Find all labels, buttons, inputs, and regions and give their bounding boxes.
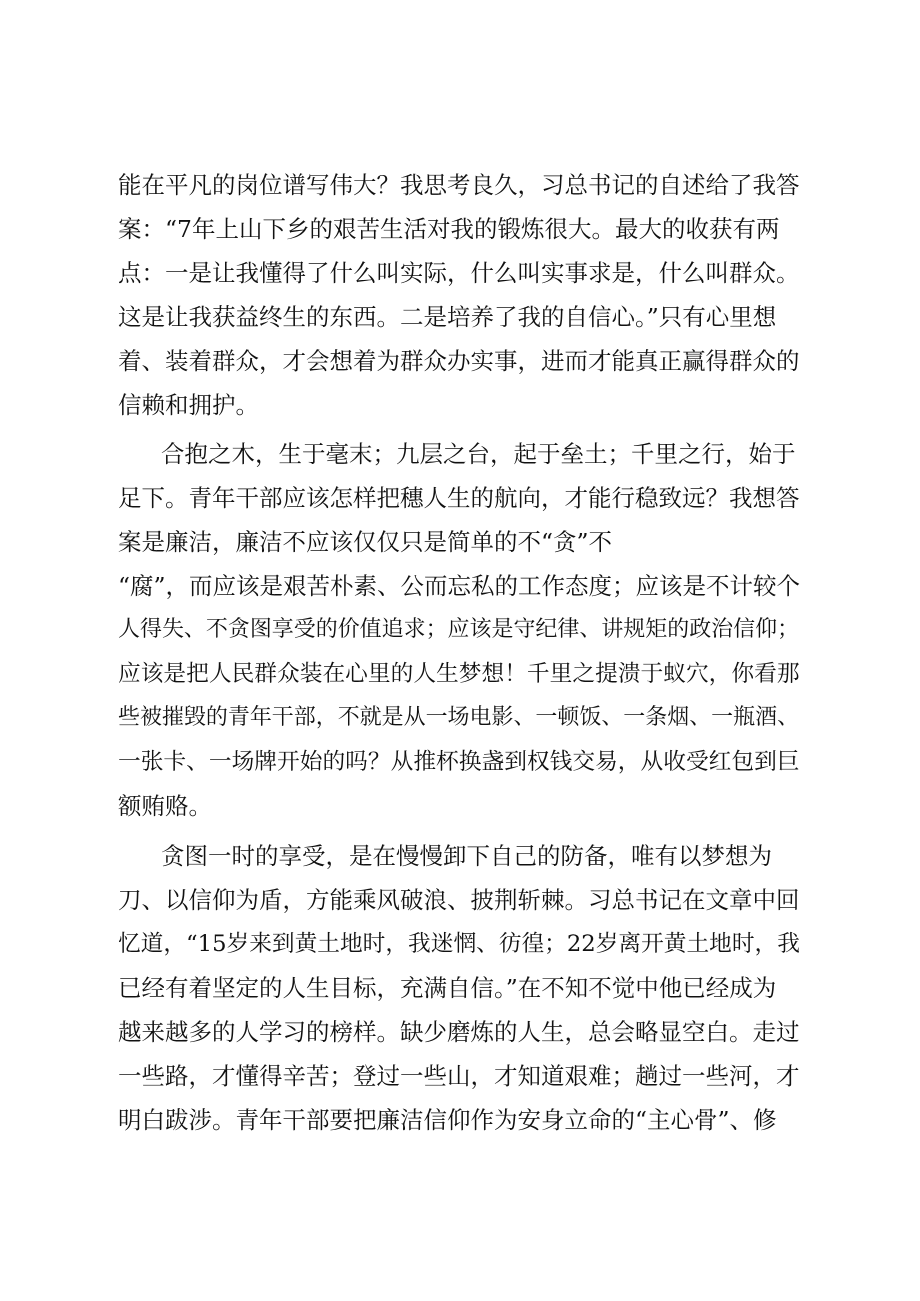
text-line: 这是让我获益终生的东西。二是培养了我的自信心。”只有心里想 [118, 303, 777, 331]
text-line: 刀、以信仰为盾，方能乘风破浪、披荆斩棘。习总书记在文章中回 [118, 886, 800, 914]
text-line: 越来越多的人学习的榜样。缺少磨炼的人生，总会略显空白。走过 [118, 1018, 800, 1046]
text-line: 足下。青年干部应该怎样把穗人生的航向，才能行稳致远？我想答 [118, 484, 800, 512]
text-line: 人得失、不贪图享受的价值追求；应该是守纪律、讲规矩的政治信仰； [118, 617, 800, 642]
text-line: 着、装着群众，才会想着为群众办实事，进而才能真正赢得群众的 [118, 347, 800, 375]
text-line: 贪图一时的享受，是在慢慢卸下自己的防备，唯有以梦想为 [161, 842, 772, 870]
text-line: 一张卡、一场牌开始的吗？从推杯换盏到权钱交易，从收受红包到巨 [118, 749, 800, 775]
text-line: 已经有着坚定的人生目标，充满自信。”在不知不觉中他已经成为 [118, 974, 777, 1002]
text-line: 点：一是让我懂得了什么叫实际，什么叫实事求是，什么叫群众。 [118, 259, 800, 287]
text-line: 些被摧毁的青年干部，不就是从一场电影、一顿饭、一条烟、一瓶酒、 [118, 705, 800, 730]
text-line: 合抱之木，生于毫末；九层之台，起于垒土；千里之行，始于 [161, 440, 796, 468]
text-line: 一些路，才懂得辛苦；登过一些山，才知道艰难；趟过一些河，才 [118, 1062, 800, 1090]
text-line: 信赖和拥护。 [118, 391, 259, 419]
text-line: 能在平凡的岗位谱写伟大？我思考良久，习总书记的自述给了我答 [118, 171, 800, 199]
text-line: 应该是把人民群众装在心里的人生梦想！千里之提溃于蚁穴，你看那 [118, 661, 800, 687]
text-line: 案：“7年上山下乡的艰苦生活对我的锻炼很大。最大的收获有两 [118, 215, 780, 243]
text-line: 额贿赂。 [118, 792, 212, 820]
text-line: “腐”，而应该是艰苦朴素、公而忘私的工作态度；应该是不计较个 [118, 572, 801, 600]
text-line: 忆道，“15岁来到黄土地时，我迷惘、彷徨；22岁离开黄土地时，我 [118, 931, 800, 957]
text-line: 案是廉洁，廉洁不应该仅仅只是简单的不“贪”不 [118, 528, 613, 556]
text-line: 明白跋涉。青年干部要把廉洁信仰作为安身立命的“主心骨”、修 [118, 1106, 777, 1134]
